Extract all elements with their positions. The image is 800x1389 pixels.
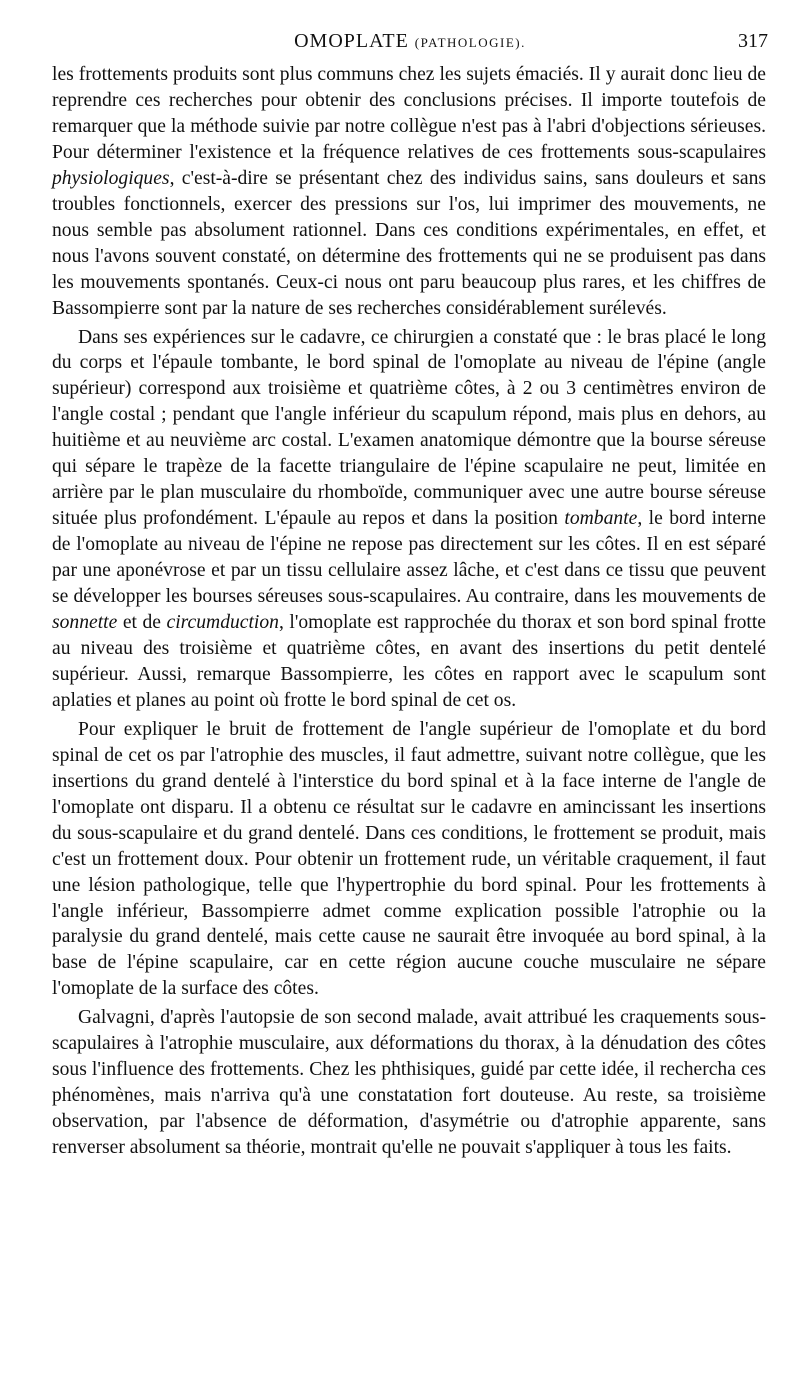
paragraph-2-text-d: , l'omoplate est rapprochée du thorax et son bord spinal frotte au niveau des troisième et quatrième côtes, en avant des insertions du petit dentelé supérieur. Aussi, remarque Bassompierre, les côtes en rapport avec le scapulum sont aplaties et planes au point où frotte le bord spinal de cet os. bbox=[52, 612, 766, 711]
running-head-main: OMOPLATE bbox=[294, 30, 409, 52]
body-text bbox=[52, 62, 766, 1161]
italic-sonnette: sonnette bbox=[52, 612, 118, 634]
paragraph-4 bbox=[52, 1005, 766, 1161]
paragraph-3-text: Pour expliquer le bruit de frottement de l'angle supérieur de l'omoplate et du bord spinal de cet os par l'atrophie des muscles, il faut admettre, suivant notre collègue, que les insertions du grand dentelé à l'interstice du bord spinal et à la face interne de l'angle de l'omoplate ont disparu. Il a obtenu ce résultat sur le cadavre en amincissant les insertions du sous-scapulaire et du grand dentelé. Dans ces conditions, le frottement se produit, mais c'est un frottement doux. Pour obtenir un frottement rude, un véritable craquement, il faut une lésion pathologique, telle que l'hypertrophie du bord spinal. Pour les frottements à l'angle inférieur, Bassompierre admet comme explication possible l'atrophie ou la paralysie du grand dentelé, mais cette cause ne saurait être invoquée au bord spinal, à la base de l'épine scapulaire, car en cette région aucune couche musculaire ne sépare l'omoplate de la surface des côtes. bbox=[52, 718, 766, 1000]
italic-circumduction: circumduction bbox=[166, 612, 279, 634]
paragraph-4-text: Galvagni, d'après l'autopsie de son second malade, avait attribué les craquements sous-scapulaires à l'atrophie musculaire, aux déformations du thorax, à la dénudation des côtes sous l'influence des frottements. Chez les phthisiques, guidé par cette idée, il rechercha ces phénomènes, mais n'arriva qu'à une constatation fort douteuse. Au reste, sa troisième observation, par l'absence de déformation, d'asymétrie ou d'atrophie apparente, sans renverser absolument sa théorie, montrait qu'elle ne pouvait s'appliquer à tous les faits. bbox=[52, 1007, 766, 1159]
paragraph-1 bbox=[52, 62, 766, 322]
running-head-subtitle: (PATHOLOGIE). bbox=[414, 35, 526, 50]
italic-physiologiques: physiologiques bbox=[52, 167, 170, 189]
italic-tombante: tombante bbox=[564, 508, 638, 530]
paragraph-1-text-a: les frottements produits sont plus communs chez les sujets émaciés. Il y aurait donc lieu de reprendre ces recherches pour obtenir des conclusions précises. Il importe toutefois de remarquer que la méthode suivie par notre collègue n'est pas à l'abri d'objections sérieuses. Pour déterminer l'existence et la fréquence relatives de ces frottements sous-scapulaires bbox=[52, 64, 766, 163]
paragraph-2-text-b: , le bord interne de l'omoplate au niveau de l'épine ne repose pas directement sur les côtes. Il en est séparé par une aponévrose et par un tissu cellulaire assez lâche, et c'est dans ce tissu que peuvent se développer les bourses séreuses sous-scapulaires. Au contraire, dans les mouvements de bbox=[52, 508, 766, 608]
paragraph-3 bbox=[52, 717, 766, 1002]
paragraph-2-text-c: et de bbox=[117, 612, 167, 634]
running-head bbox=[52, 30, 768, 56]
paragraph-1-text-b: , c'est-à-dire se présentant chez des individus sains, sans douleurs et sans troubles fonctionnels, exercer des pressions sur l'os, lui imprimer des mouvements, ne nous semble pas absolument rationnel. Dans ces conditions expérimentales, en effet, et nous l'avons souvent constaté, on détermine des frottements qui ne se produisent pas dans les mouvements spontanés. Ceux-ci nous ont paru beaucoup plus rares, et les chiffres de Bassompierre sont par la nature de ses recherches considérablement surélevés. bbox=[52, 167, 766, 319]
paragraph-2-text-a: Dans ses expériences sur le cadavre, ce chirurgien a constaté que : le bras placé le long du corps et l'épaule tombante, le bord spinal de l'omoplate au niveau de l'épine (angle supérieur) correspond aux troisième et quatrième côtes, à 2 ou 3 centimètres environ de l'angle costal ; pendant que l'angle inférieur du scapulum répond, mais plus en dehors, au huitième et au neuvième arc costal. L'examen anatomique démontre que la bourse séreuse qui sépare le trapèze de la facette triangulaire de l'épine scapulaire ne peut, limitée en arrière par le plan musculaire du rhomboïde, communiquer avec une autre bourse séreuse située plus profondément. L'épaule au repos et dans la position bbox=[52, 326, 766, 530]
paragraph-2 bbox=[52, 325, 766, 714]
page-number: 317 bbox=[738, 30, 768, 52]
running-head-title bbox=[52, 30, 768, 53]
